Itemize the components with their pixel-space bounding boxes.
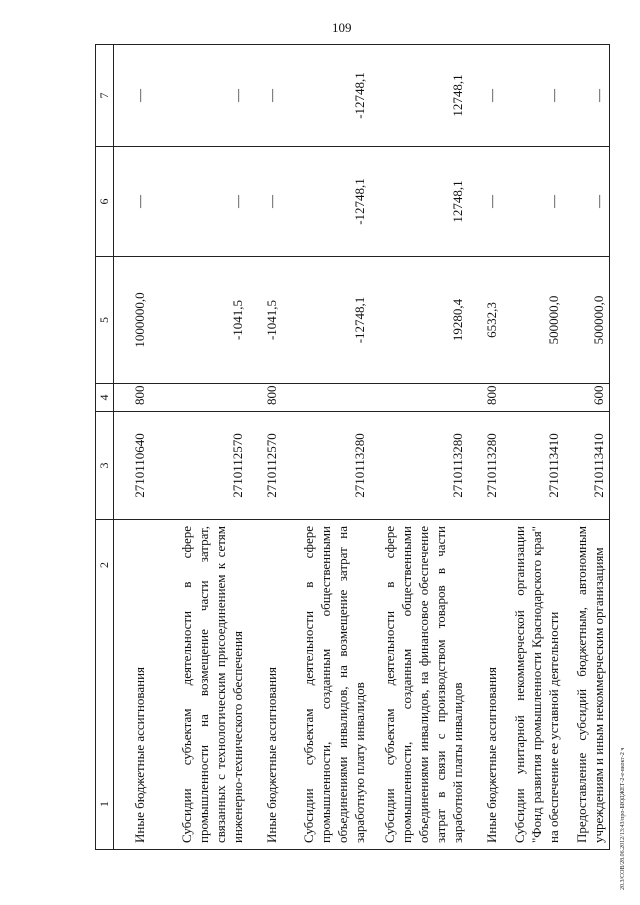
row-amount-col7: — bbox=[468, 45, 502, 147]
row-amount-col7: 12748,1 bbox=[370, 45, 468, 147]
row-name: Субсидии унитарной некоммерческой организации "Фонд развития промышленности Краснодарского края" на обеспечение ее уставной деятельности bbox=[502, 520, 564, 850]
row-amount-col5: -12748,1 bbox=[282, 257, 370, 384]
header-col1-label: 1 bbox=[97, 801, 111, 807]
row-type bbox=[150, 384, 248, 412]
row-code: 2710113280 bbox=[282, 412, 370, 520]
row-type bbox=[502, 384, 564, 412]
row-amount-col5: -1041,5 bbox=[150, 257, 248, 384]
row-amount-col7: -12748,1 bbox=[282, 45, 370, 147]
row-code: 2710113280 bbox=[468, 412, 502, 520]
table-row bbox=[468, 45, 502, 850]
row-amount-col5: 500000,0 bbox=[502, 257, 564, 384]
row-amount-col7: — bbox=[114, 45, 150, 147]
rotated-table-wrapper bbox=[95, 45, 606, 850]
page-number: 109 bbox=[332, 20, 352, 35]
row-amount-col6: — bbox=[150, 147, 248, 257]
row-amount-col7: — bbox=[150, 45, 248, 147]
header-cell: 6 bbox=[96, 147, 114, 257]
row-amount-col6: -12748,1 bbox=[282, 147, 370, 257]
row-code: 2710113280 bbox=[370, 412, 468, 520]
row-type: 600 bbox=[564, 384, 610, 412]
table-header-row bbox=[96, 45, 114, 850]
row-amount-col5: 1000000,0 bbox=[114, 257, 150, 384]
header-cell bbox=[96, 520, 114, 850]
row-name: Предоставление субсидий бюджетным, автономным учреждениям и иным некоммерческим организациям bbox=[564, 520, 610, 850]
table-row bbox=[114, 45, 150, 850]
row-amount-col5: 19280,4 bbox=[370, 257, 468, 384]
header-cell: 3 bbox=[96, 412, 114, 520]
row-type: 800 bbox=[114, 384, 150, 412]
header-cell: 7 bbox=[96, 45, 114, 147]
document-code: 20.3/СОВ/28.06.2012/13:43/про-БЮДЖЕТ-2-е-вкокт-2 ч bbox=[620, 747, 626, 890]
row-code: 2710112570 bbox=[248, 412, 282, 520]
row-name: Субсидии субъектам деятельности в сфере промышленности, созданным общественными объединениями инвалидов, на финансовое обеспечение затрат в связи с производством товаров в части заработной платы инвалидов bbox=[370, 520, 468, 850]
row-amount-col6: — bbox=[502, 147, 564, 257]
row-name: Иные бюджетные ассигнования bbox=[114, 520, 150, 850]
budget-table bbox=[95, 44, 610, 850]
header-cell: 5 bbox=[96, 257, 114, 384]
row-amount-col6: — bbox=[114, 147, 150, 257]
header-cell: 4 bbox=[96, 384, 114, 412]
header-col2-label: 2 bbox=[97, 562, 111, 568]
row-amount-col6: — bbox=[248, 147, 282, 257]
table-row bbox=[248, 45, 282, 850]
row-code: 2710113410 bbox=[564, 412, 610, 520]
row-amount-col6: — bbox=[564, 147, 610, 257]
table-row bbox=[150, 45, 248, 850]
table-row bbox=[502, 45, 564, 850]
row-name: Иные бюджетные ассигнования bbox=[248, 520, 282, 850]
row-type bbox=[370, 384, 468, 412]
row-type: 800 bbox=[248, 384, 282, 412]
row-type: 800 bbox=[468, 384, 502, 412]
table-row bbox=[282, 45, 370, 850]
row-name: Субсидии субъектам деятельности в сфере промышленности, созданным общественными объединениями инвалидов, на возмещение затрат на заработную плату инвалидов bbox=[282, 520, 370, 850]
row-amount-col7: — bbox=[564, 45, 610, 147]
row-name: Иные бюджетные ассигнования bbox=[468, 520, 502, 850]
row-amount-col7: — bbox=[502, 45, 564, 147]
row-amount-col6: 12748,1 bbox=[370, 147, 468, 257]
table-row bbox=[564, 45, 610, 850]
table-row bbox=[370, 45, 468, 850]
row-code: 2710110640 bbox=[114, 412, 150, 520]
row-amount-col5: 6532,3 bbox=[468, 257, 502, 384]
row-code: 2710112570 bbox=[150, 412, 248, 520]
row-code: 2710113410 bbox=[502, 412, 564, 520]
row-amount-col6: — bbox=[468, 147, 502, 257]
row-amount-col5: -1041,5 bbox=[248, 257, 282, 384]
row-type bbox=[282, 384, 370, 412]
row-amount-col5: 500000,0 bbox=[564, 257, 610, 384]
row-amount-col7: — bbox=[248, 45, 282, 147]
row-name: Субсидии субъектам деятельности в сфере промышленности на возмещение части затрат, связанных с технологическим присоединением к сетям инженерно-технического обеспечения bbox=[150, 520, 248, 850]
